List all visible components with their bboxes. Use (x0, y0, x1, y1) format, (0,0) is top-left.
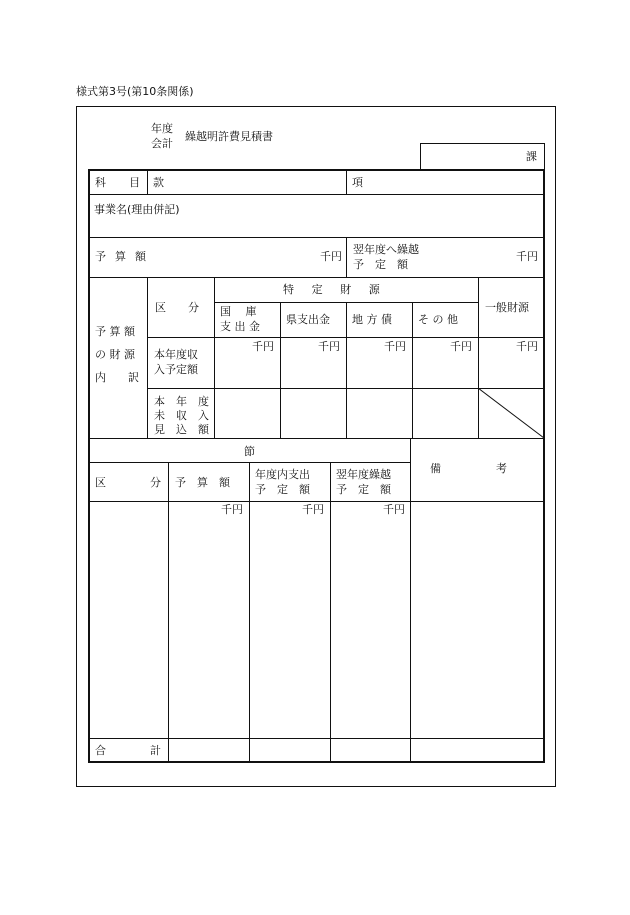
col-divider (249, 462, 250, 762)
jigyo-label: 事業名(理由併記) (94, 203, 180, 216)
row-divider (89, 277, 544, 278)
setsu-label: 節 (244, 445, 255, 458)
uchiwake-label-1: 予 算 額 (95, 325, 135, 338)
col-divider (346, 237, 347, 277)
senen-label: 千円 (516, 250, 538, 263)
senen-label: 千円 (516, 340, 538, 353)
senen-label: 千円 (302, 503, 324, 516)
yosangaku-label: 予 算 額 (175, 476, 230, 489)
kubun-label: 区 分 (155, 301, 199, 314)
col-divider (168, 462, 169, 762)
row-divider (89, 194, 544, 195)
honendo-label-2: 入予定額 (154, 363, 198, 376)
uchiwake-label-2: の 財 源 (95, 348, 135, 361)
row-divider (89, 438, 544, 439)
col-divider (147, 170, 148, 194)
mishu-label-2: 未 収 入 (154, 409, 209, 422)
senen-label: 千円 (252, 340, 274, 353)
yosangaku-label: 予 算 額 (95, 250, 149, 263)
senen-label: 千円 (450, 340, 472, 353)
kokko-label-1: 国 庫 (220, 305, 257, 318)
col-divider (346, 170, 347, 194)
row-divider (147, 337, 544, 338)
kubun-label: 区 分 (95, 476, 161, 489)
chiho-label: 地 方 債 (352, 313, 392, 326)
col-divider (147, 277, 148, 438)
col-divider (410, 438, 411, 762)
kokko-label-2: 支 出 金 (220, 320, 260, 333)
row-divider (89, 501, 544, 502)
biko-label: 備 考 (430, 462, 507, 475)
ippan-label: 一般財源 (485, 301, 529, 314)
yokunen-label-2: 予 定 額 (353, 258, 408, 271)
year-label: 年度 (151, 122, 173, 135)
ka-label: 課 (526, 150, 537, 163)
col-divider (280, 302, 281, 438)
tokutei-label: 特 定 財 源 (283, 283, 384, 296)
honendo-label-1: 本年度収 (154, 348, 198, 361)
row-divider (89, 237, 544, 238)
nendonai-label-2: 予 定 額 (255, 483, 310, 496)
col-divider (412, 302, 413, 438)
senen-label: 千円 (383, 503, 405, 516)
nendonai-label-1: 年度内支出 (255, 468, 310, 481)
col-divider (330, 462, 331, 762)
ken-label: 県支出金 (286, 313, 330, 326)
senen-label: 千円 (384, 340, 406, 353)
sonota-label: そ の 他 (418, 313, 458, 326)
senen-label: 千円 (221, 503, 243, 516)
col-divider (346, 302, 347, 438)
senen-label: 千円 (320, 250, 342, 263)
kamoku-label: 科 目 (95, 176, 147, 189)
uchiwake-label-3: 内 訳 (95, 371, 139, 384)
mishu-label-1: 本 年 度 (154, 395, 209, 408)
yokunen-label-1: 翌年度繰越 (336, 468, 391, 481)
mishu-label-3: 見 込 額 (154, 423, 209, 436)
gokei-label: 合 計 (95, 744, 161, 757)
yokunen-label-1: 翌年度へ繰越 (353, 243, 419, 256)
row-divider (89, 738, 544, 739)
kan-label: 款 (153, 176, 164, 189)
senen-label: 千円 (318, 340, 340, 353)
yokunen-label-2: 予 定 額 (336, 483, 391, 496)
diagonal-slash (478, 388, 545, 439)
document-title: 繰越明許費見積書 (185, 130, 273, 143)
kou-label: 項 (352, 176, 363, 189)
account-label: 会計 (151, 137, 173, 150)
form-number: 様式第3号(第10条関係) (76, 85, 194, 98)
row-divider (214, 302, 478, 303)
